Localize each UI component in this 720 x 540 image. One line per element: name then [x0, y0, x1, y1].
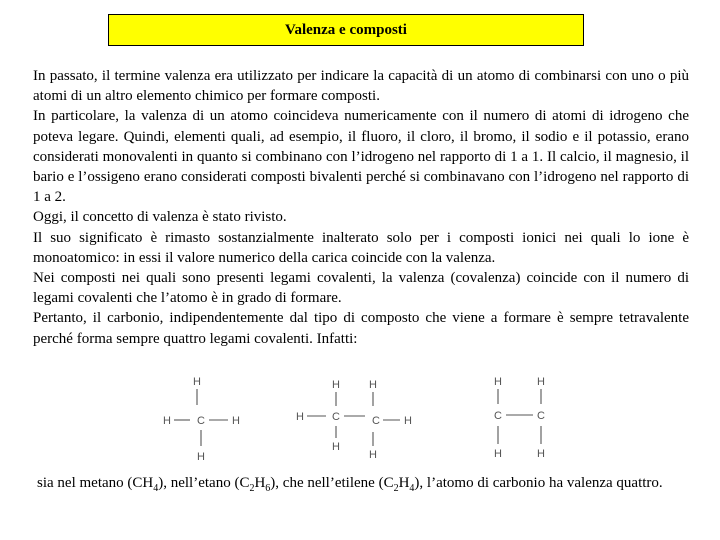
methane-structure [163, 376, 240, 463]
title-box [108, 14, 584, 46]
conclusion-part: ), nell’etano (C [158, 475, 250, 491]
atom-h: H [332, 379, 340, 391]
paragraph-5: Nei composti nei quali sono presenti legami covalenti, la valenza (covalenza) coincide con il numero di legami covalenti che l’atomo è in grado di formare. [33, 270, 689, 307]
conclusion-text [37, 473, 689, 494]
atom-c: C [494, 410, 502, 422]
atom-h: H [193, 376, 201, 388]
subscript: 2 [249, 483, 255, 494]
atom-h: H [369, 379, 377, 391]
paragraph-4: Il suo significato è rimasto sostanzialmente inalterato solo per i composti ionici nei quali lo ione è monoatomico: in essi il valore numerico della carica coincide con la valenza. [33, 229, 689, 266]
atom-h: H [404, 415, 412, 427]
subscript: 4 [153, 483, 159, 494]
atom-h: H [197, 451, 205, 463]
subscript: 4 [409, 483, 415, 494]
atom-h: H [369, 449, 377, 461]
conclusion-part: H [254, 475, 266, 491]
paragraph-2: In particolare, la valenza di un atomo coincideva numericamente con il numero di atomi di idrogeno che poteva legare. Quindi, elementi quali, ad esempio, il fluoro, il cloro, il bromo, il sodio e il potassio, erano considerati monovalenti in quanto si combinano con l’idrogeno nel rapporto di 1 a 1. Il calcio, il magnesio, il bario e l’ossigeno erano considerati composti bivalenti perché si combinavano con l’idrogeno nel rapporto di 1 a 2. [33, 108, 689, 206]
atom-c: C [372, 415, 380, 427]
atom-c: C [537, 410, 545, 422]
conclusion-part: sia nel metano (CH [37, 475, 154, 491]
ethane-structure [296, 379, 412, 461]
structural-formulas [150, 372, 570, 464]
atom-h: H [537, 448, 545, 460]
conclusion-part: ), l’atomo di carbonio ha valenza quattro. [414, 475, 663, 491]
atom-h: H [494, 376, 502, 388]
subscript: 2 [393, 483, 399, 494]
paragraph-1: In passato, il termine valenza era utilizzato per indicare la capacità di un atomo di combinarsi con uno o più atomi di un altro elemento chimico per formare composti. [33, 68, 689, 105]
page-title: Valenza e composti [285, 21, 407, 38]
atom-h: H [163, 415, 171, 427]
atom-h: H [494, 448, 502, 460]
body-text [33, 66, 689, 349]
atom-h: H [296, 411, 304, 423]
subscript: 6 [265, 483, 271, 494]
atom-h: H [332, 441, 340, 453]
ethylene-structure [494, 376, 545, 460]
atom-h: H [232, 415, 240, 427]
conclusion-part: H [398, 475, 410, 491]
atom-c: C [197, 415, 205, 427]
atom-h: H [537, 376, 545, 388]
paragraph-3: Oggi, il concetto di valenza è stato rivisto. [33, 209, 287, 226]
paragraph-6: Pertanto, il carbonio, indipendentemente dal tipo di composto che viene a formare è sempre tetravalente perché forma sempre quattro legami covalenti. Infatti: [33, 310, 689, 347]
atom-c: C [332, 411, 340, 423]
conclusion-part: ), che nell’etilene (C [270, 475, 394, 491]
